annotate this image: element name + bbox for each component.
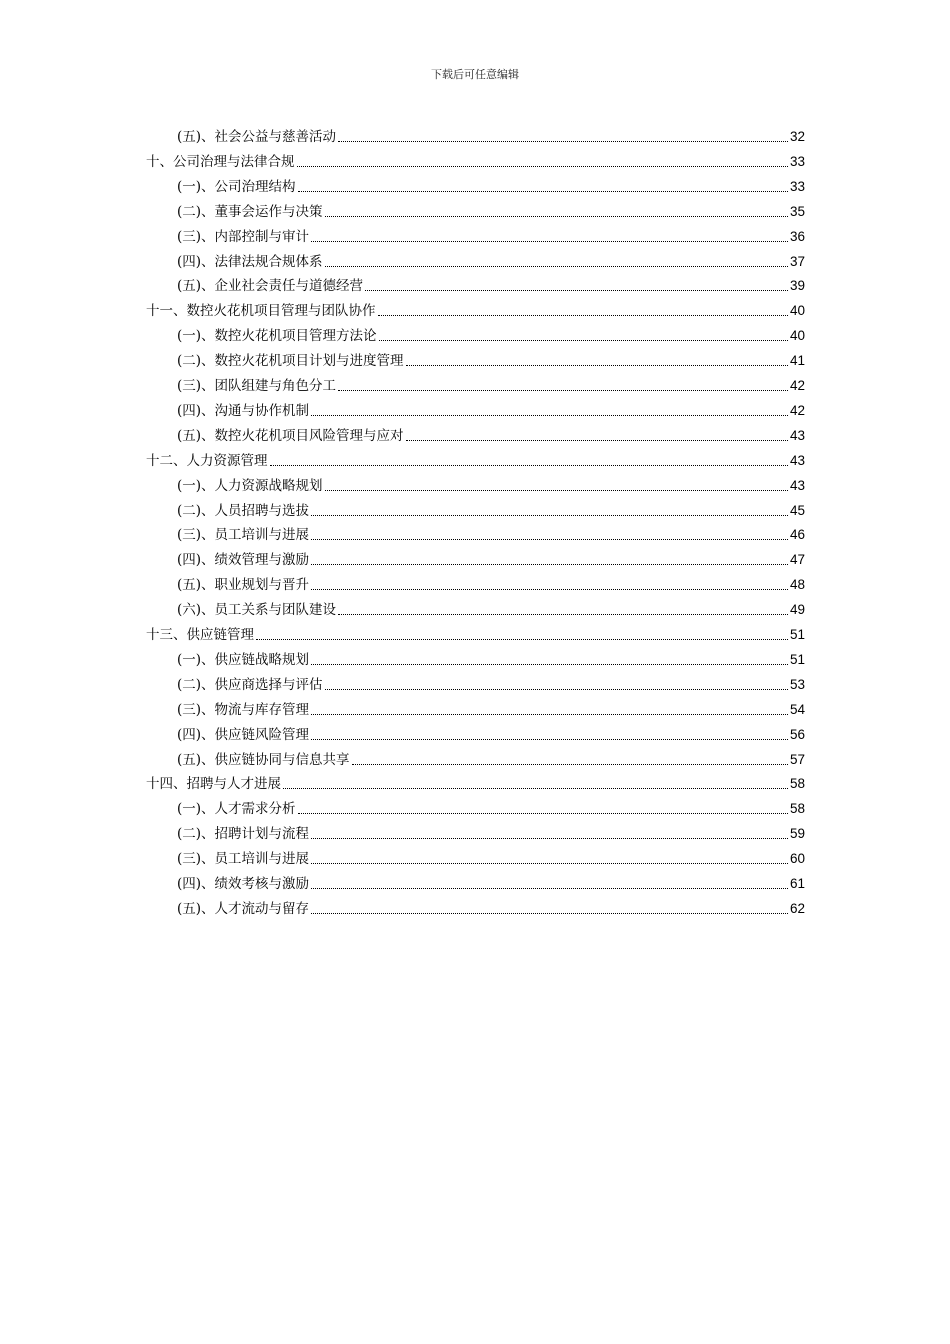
toc-entry-page-number: 39 xyxy=(789,278,805,294)
toc-dot-leader xyxy=(365,289,788,291)
toc-dot-leader xyxy=(311,240,788,242)
toc-entry-page-number: 46 xyxy=(789,527,805,543)
toc-entry-title: (五)、企业社会责任与道德经营 xyxy=(177,278,364,295)
toc-entry-title: (五)、人才流动与留存 xyxy=(177,900,310,917)
toc-section-entry[interactable] xyxy=(177,698,805,718)
page-header: 下载后可任意编辑 xyxy=(431,68,519,81)
toc-section-entry[interactable] xyxy=(177,748,805,768)
toc-section-entry[interactable] xyxy=(177,648,805,668)
toc-entry-title: (四)、供应链风险管理 xyxy=(177,726,310,743)
toc-entry-title: 十四、招聘与人才进展 xyxy=(146,776,281,793)
toc-section-entry[interactable] xyxy=(177,673,805,693)
toc-dot-leader xyxy=(270,464,788,466)
toc-entry-page-number: 47 xyxy=(789,552,805,568)
toc-dot-leader xyxy=(283,787,788,789)
toc-entry-title: (六)、员工关系与团队建设 xyxy=(177,602,337,619)
toc-entry-page-number: 43 xyxy=(789,477,805,493)
toc-entry-title: (一)、人力资源战略规划 xyxy=(177,477,323,494)
toc-dot-leader xyxy=(406,439,788,441)
toc-entry-title: (三)、团队组建与角色分工 xyxy=(177,378,337,394)
toc-entry-title: (二)、董事会运作与决策 xyxy=(177,203,323,220)
toc-chapter-entry[interactable] xyxy=(146,449,805,469)
toc-entry-page-number: 42 xyxy=(789,402,805,418)
toc-section-entry[interactable] xyxy=(177,499,805,519)
toc-section-entry[interactable] xyxy=(177,349,805,369)
toc-entry-page-number: 45 xyxy=(789,502,805,518)
toc-entry-page-number: 40 xyxy=(789,303,805,319)
toc-dot-leader xyxy=(338,613,788,615)
toc-entry-page-number: 58 xyxy=(789,801,805,817)
toc-dot-leader xyxy=(298,190,788,192)
toc-entry-page-number: 51 xyxy=(789,627,805,642)
toc-entry-page-number: 41 xyxy=(789,353,805,369)
toc-entry-page-number: 49 xyxy=(789,602,805,618)
toc-dot-leader xyxy=(311,862,788,864)
toc-dot-leader xyxy=(256,638,788,640)
toc-entry-page-number: 43 xyxy=(789,427,805,443)
toc-section-entry[interactable] xyxy=(177,523,805,543)
toc-entry-page-number: 60 xyxy=(789,851,805,867)
toc-entry-title: (五)、数控火花机项目风险管理与应对 xyxy=(177,427,404,444)
toc-dot-leader xyxy=(338,389,788,391)
toc-dot-leader xyxy=(325,265,788,267)
toc-chapter-entry[interactable] xyxy=(146,299,805,319)
toc-dot-leader xyxy=(311,588,788,590)
toc-entry-page-number: 37 xyxy=(789,253,805,269)
toc-section-entry[interactable] xyxy=(177,399,805,419)
toc-entry-page-number: 33 xyxy=(789,153,805,169)
toc-section-entry[interactable] xyxy=(177,548,805,568)
toc-entry-title: (二)、数控火花机项目计划与进度管理 xyxy=(177,353,404,370)
toc-dot-leader xyxy=(352,763,788,765)
toc-section-entry[interactable] xyxy=(177,225,805,245)
toc-entry-title: (一)、供应链战略规划 xyxy=(177,651,310,668)
toc-section-entry[interactable] xyxy=(177,847,805,867)
toc-dot-leader xyxy=(311,663,788,665)
toc-section-entry[interactable] xyxy=(177,723,805,743)
toc-section-entry[interactable] xyxy=(177,897,805,917)
toc-entry-title: 十二、人力资源管理 xyxy=(146,452,268,469)
toc-dot-leader xyxy=(378,314,788,316)
toc-entry-title: (二)、招聘计划与流程 xyxy=(177,826,310,843)
toc-entry-title: (二)、人员招聘与选拔 xyxy=(177,502,310,519)
toc-section-entry[interactable] xyxy=(177,424,805,444)
toc-section-entry[interactable] xyxy=(177,598,805,618)
toc-dot-leader xyxy=(311,713,788,715)
toc-entry-page-number: 33 xyxy=(789,178,805,194)
toc-dot-leader xyxy=(311,912,788,914)
toc-entry-page-number: 58 xyxy=(789,776,805,792)
toc-dot-leader xyxy=(311,563,788,565)
toc-dot-leader xyxy=(311,837,788,839)
toc-section-entry[interactable] xyxy=(177,250,805,270)
toc-dot-leader xyxy=(311,414,788,416)
toc-dot-leader xyxy=(379,339,788,341)
toc-entry-page-number: 40 xyxy=(789,328,805,344)
toc-section-entry[interactable] xyxy=(177,125,805,145)
toc-entry-title: (四)、绩效考核与激励 xyxy=(177,876,310,892)
toc-chapter-entry[interactable] xyxy=(146,150,805,170)
toc-entry-title: (一)、公司治理结构 xyxy=(177,178,296,195)
toc-entry-title: (四)、绩效管理与激励 xyxy=(177,552,310,569)
toc-entry-title: (一)、数控火花机项目管理方法论 xyxy=(177,328,377,345)
toc-section-entry[interactable] xyxy=(177,797,805,817)
toc-entry-title: (一)、人才需求分析 xyxy=(177,801,296,818)
toc-dot-leader xyxy=(338,140,788,142)
toc-section-entry[interactable] xyxy=(177,374,805,394)
toc-entry-page-number: 48 xyxy=(789,577,805,593)
toc-entry-title: (五)、社会公益与慈善活动 xyxy=(177,129,337,145)
toc-entry-page-number: 57 xyxy=(789,751,805,767)
toc-entry-page-number: 35 xyxy=(789,203,805,219)
toc-entry-title: (四)、法律法规合规体系 xyxy=(177,253,323,270)
toc-entry-title: (四)、沟通与协作机制 xyxy=(177,402,310,419)
toc-dot-leader xyxy=(406,364,788,366)
toc-entry-title: (三)、员工培训与进展 xyxy=(177,851,310,868)
toc-entry-page-number: 42 xyxy=(789,378,805,393)
toc-section-entry[interactable] xyxy=(177,573,805,593)
toc-dot-leader xyxy=(311,887,788,889)
toc-dot-leader xyxy=(311,738,788,740)
toc-section-entry[interactable] xyxy=(177,324,805,344)
toc-section-entry[interactable] xyxy=(177,274,805,294)
toc-entry-page-number: 62 xyxy=(789,900,805,916)
toc-dot-leader xyxy=(297,165,788,167)
toc-entry-title: (三)、内部控制与审计 xyxy=(177,228,310,245)
toc-section-entry[interactable] xyxy=(177,175,805,195)
toc-dot-leader xyxy=(311,538,788,540)
toc-entry-title: (五)、职业规划与晋升 xyxy=(177,577,310,594)
toc-section-entry[interactable] xyxy=(177,200,805,220)
toc-entry-page-number: 61 xyxy=(789,876,805,891)
toc-entry-page-number: 54 xyxy=(789,701,805,717)
toc-entry-title: (二)、供应商选择与评估 xyxy=(177,676,323,693)
toc-entry-page-number: 56 xyxy=(789,726,805,742)
toc-entry-title: 十三、供应链管理 xyxy=(146,627,254,643)
toc-entry-page-number: 36 xyxy=(789,228,805,244)
toc-entry-page-number: 51 xyxy=(789,651,805,667)
toc-entry-page-number: 59 xyxy=(789,826,805,842)
toc-dot-leader xyxy=(325,215,788,217)
toc-entry-title: 十一、数控火花机项目管理与团队协作 xyxy=(146,303,376,320)
toc-chapter-entry[interactable] xyxy=(146,623,805,643)
toc-entry-title: (三)、物流与库存管理 xyxy=(177,701,310,718)
toc-dot-leader xyxy=(298,812,788,814)
toc-entry-page-number: 53 xyxy=(789,676,805,692)
toc-entry-title: 十、公司治理与法律合规 xyxy=(146,153,295,170)
toc-chapter-entry[interactable] xyxy=(146,772,805,792)
toc-section-entry[interactable] xyxy=(177,872,805,892)
toc-entry-title: (五)、供应链协同与信息共享 xyxy=(177,751,350,768)
toc-entry-page-number: 43 xyxy=(789,452,805,468)
toc-dot-leader xyxy=(325,688,788,690)
toc-entry-page-number: 32 xyxy=(789,129,805,144)
toc-section-entry[interactable] xyxy=(177,822,805,842)
toc-dot-leader xyxy=(325,489,788,491)
toc-entry-title: (三)、员工培训与进展 xyxy=(177,527,310,544)
toc-dot-leader xyxy=(311,514,788,516)
toc-section-entry[interactable] xyxy=(177,474,805,494)
